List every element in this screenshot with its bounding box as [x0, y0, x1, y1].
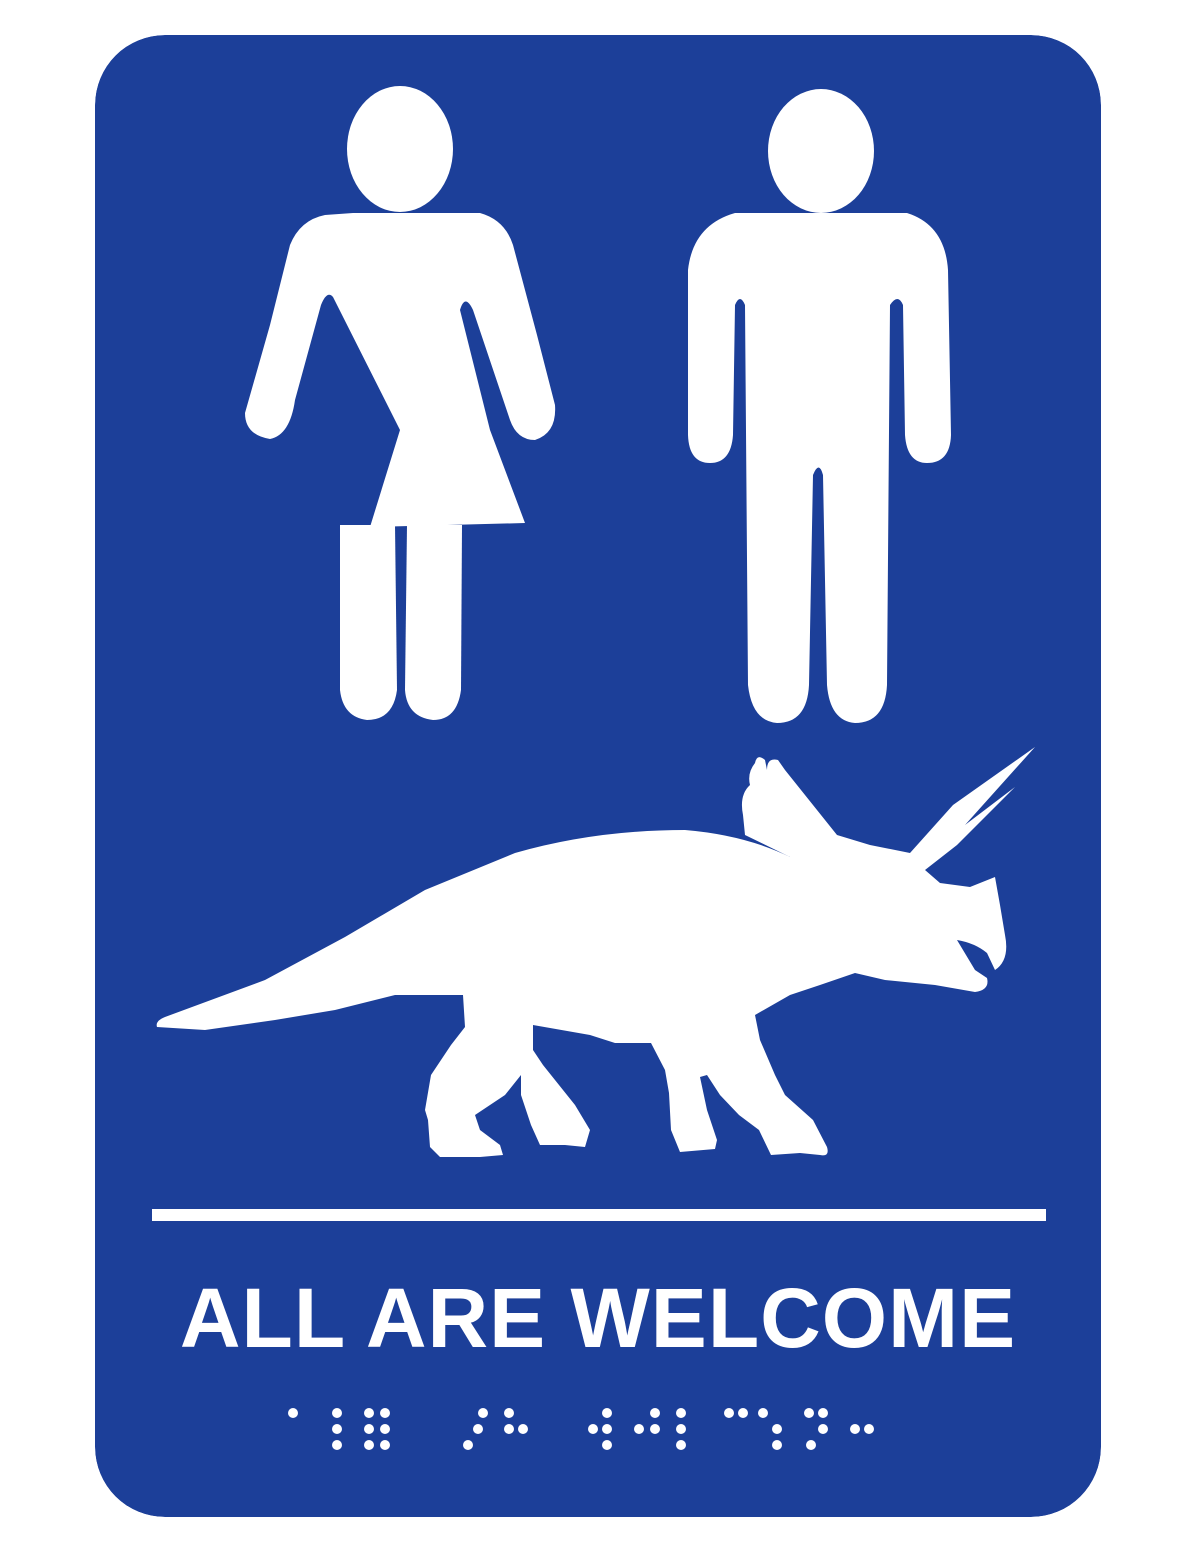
braille-dot — [850, 1424, 860, 1434]
braille-dot — [602, 1424, 612, 1434]
braille-dot — [473, 1424, 483, 1434]
braille-dot — [804, 1408, 814, 1418]
braille-dot — [818, 1424, 828, 1434]
braille-dot — [364, 1440, 374, 1450]
sign-caption: ALL ARE WELCOME — [179, 1271, 1017, 1365]
braille-dot — [738, 1408, 748, 1418]
braille-dot — [676, 1408, 686, 1418]
braille-dot — [676, 1424, 686, 1434]
braille-dot — [504, 1408, 514, 1418]
braille-dot — [864, 1424, 874, 1434]
braille-dot — [364, 1424, 374, 1434]
braille-dot — [602, 1408, 612, 1418]
divider-line — [152, 1209, 1046, 1221]
braille-dot — [806, 1440, 816, 1450]
braille-dot — [772, 1440, 782, 1450]
braille-dot — [332, 1440, 342, 1450]
braille-dot — [602, 1440, 612, 1450]
braille-dot — [332, 1408, 342, 1418]
restroom-sign — [95, 35, 1101, 1517]
braille-dot — [380, 1408, 390, 1418]
braille-dot — [332, 1424, 342, 1434]
braille-dot — [772, 1424, 782, 1434]
braille-dot — [588, 1424, 598, 1434]
braille-dot — [504, 1424, 514, 1434]
braille-dot — [478, 1408, 488, 1418]
braille-dot — [364, 1408, 374, 1418]
braille-dot — [380, 1440, 390, 1450]
braille-dot — [380, 1424, 390, 1434]
braille-text — [95, 1405, 1101, 1475]
braille-dot — [650, 1408, 660, 1418]
braille-dot — [518, 1424, 528, 1434]
braille-dot — [634, 1424, 644, 1434]
braille-dot — [818, 1408, 828, 1418]
braille-dot — [463, 1440, 473, 1450]
braille-dot — [758, 1408, 768, 1418]
braille-dot — [676, 1440, 686, 1450]
braille-dot — [288, 1408, 298, 1418]
braille-dot — [650, 1424, 660, 1434]
braille-dot — [724, 1408, 734, 1418]
